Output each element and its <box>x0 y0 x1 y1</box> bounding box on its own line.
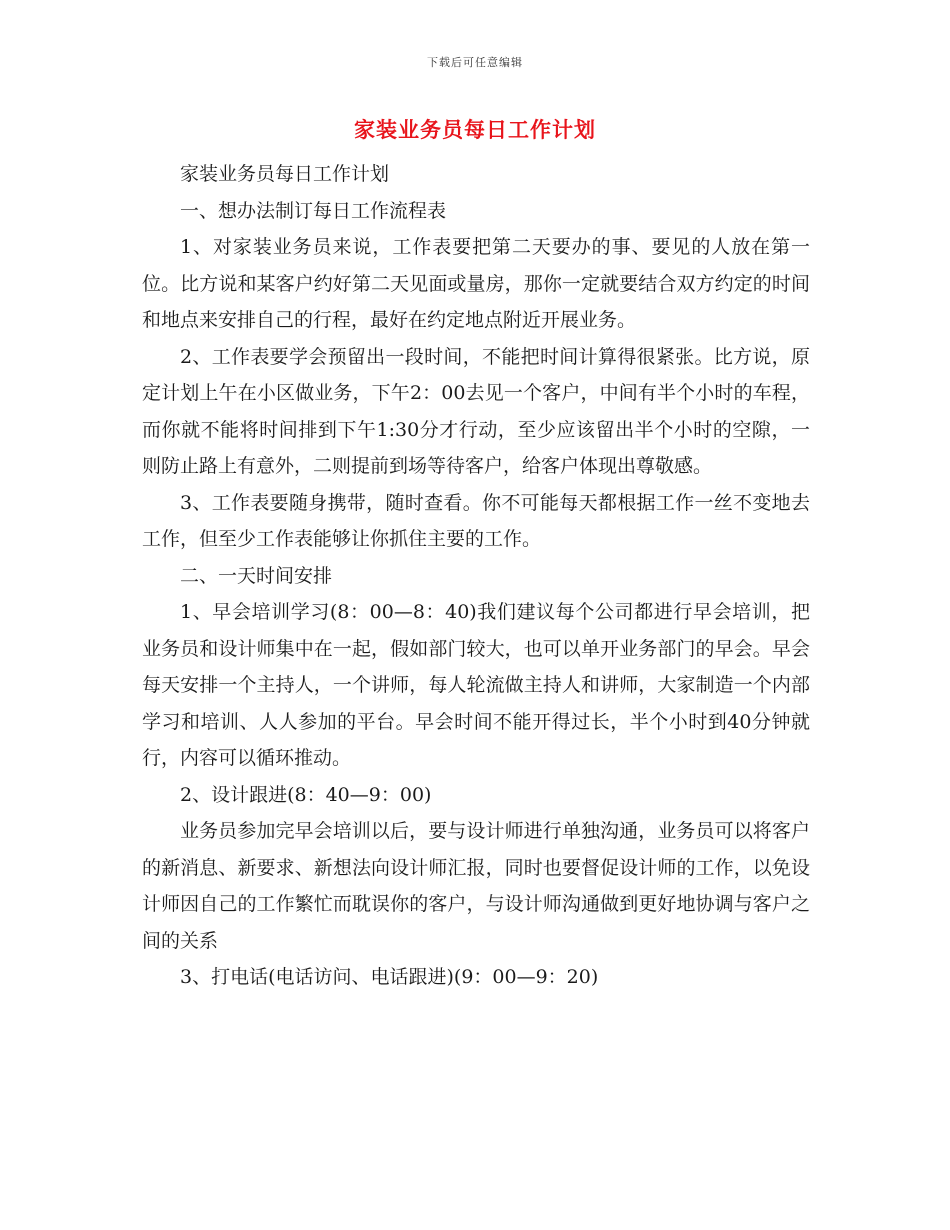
subsection-heading: 3、打电话(电话访问、电话跟进)(9：00—9：20) <box>180 966 599 988</box>
paragraph: 1、对家装业务员来说，工作表要把第二天要办的事、要见的人放在第一位。比方说和某客户约好第二天见面或量房，那你一定就要结合双方约定的时间和地点来安排自己的行程，最好在约定地点附近开展业务。 <box>142 236 810 331</box>
document-title: 家装业务员每日工作计划 <box>354 117 596 142</box>
document-body <box>142 156 810 996</box>
paragraph: 1、早会培训学习(8：00—8：40)我们建议每个公司都进行早会培训，把业务员和设计师集中在一起，假如部门较大，也可以单开业务部门的早会。早会每天安排一个主持人，一个讲师，每人轮流做主持人和讲师，大家制造一个内部学习和培训、人人参加的平台。早会时间不能开得过长，半个小时到40分钟就行，内容可以循环推动。 <box>142 601 810 769</box>
header-note: 下载后可任意编辑 <box>427 56 523 69</box>
section-heading: 二、一天时间安排 <box>180 564 333 587</box>
paragraph: 2、工作表要学会预留出一段时间，不能把时间计算得很紧张。比方说，原定计划上午在小区做业务，下午2：00去见一个客户，中间有半个小时的车程，而你就不能将时间排到下午1:30分才行动，至少应该留出半个小时的空隙，一则防止路上有意外，二则提前到场等待客户，给客户体现出尊敬感。 <box>142 345 810 477</box>
section-heading: 一、想办法制订每日工作流程表 <box>180 199 447 222</box>
paragraph: 3、工作表要随身携带，随时查看。你不可能每天都根据工作一丝不变地去工作，但至少工作表能够让你抓住主要的工作。 <box>142 491 810 550</box>
paragraph: 家装业务员每日工作计划 <box>180 163 390 185</box>
paragraph: 业务员参加完早会培训以后，要与设计师进行单独沟通，业务员可以将客户的新消息、新要求、新想法向设计师汇报，同时也要督促设计师的工作，以免设计师因自己的工作繁忙而耽误你的客户，与设计师沟通做到更好地协调与客户之间的关系 <box>142 820 810 952</box>
subsection-heading: 2、设计跟进(8：40—9：00) <box>180 783 432 806</box>
